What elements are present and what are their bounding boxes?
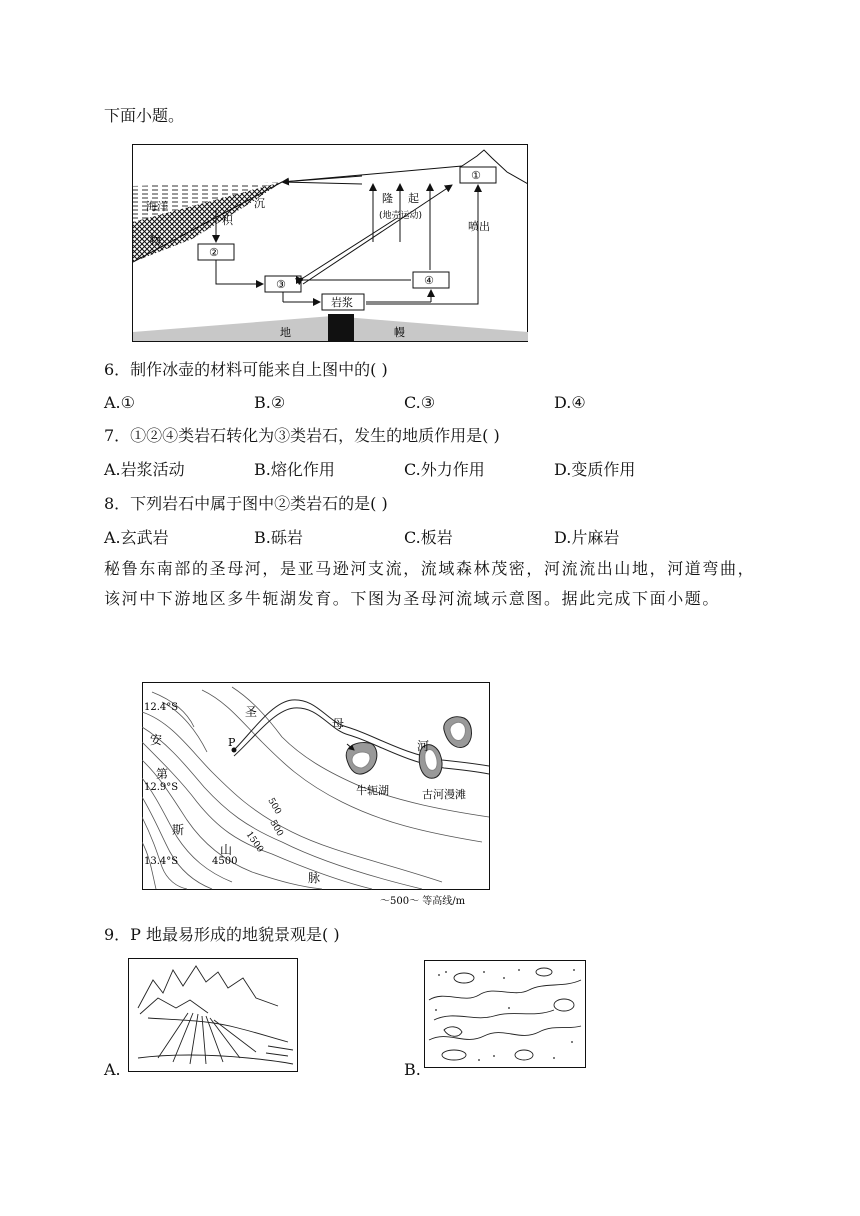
- q7-option-c[interactable]: C.外力作用: [404, 460, 485, 479]
- magma-label: 岩浆: [331, 296, 353, 309]
- oxbow-lake-label: 牛轭湖: [356, 784, 389, 797]
- contour-500-label-b: 500: [267, 818, 285, 839]
- mantle-label-b: 幔: [394, 326, 405, 339]
- question-7-stem: 7．①②④类岩石转化为③类岩石，发生的地质作用是( ): [104, 426, 500, 445]
- sediment-label-a: 积: [222, 214, 233, 227]
- question-6-stem: 6．制作冰壶的材料可能来自上图中的( ): [104, 360, 388, 379]
- q8-option-d[interactable]: D.片麻岩: [554, 528, 620, 547]
- river-label-b: 母: [332, 717, 345, 731]
- river-label-a: 圣: [245, 705, 258, 719]
- ocean-label: 海洋: [146, 200, 168, 213]
- contour-500-label-a: 500: [265, 796, 283, 817]
- range-label-e: 脉: [308, 871, 321, 885]
- question-9-stem: 9．P 地最易形成的地貌景观是( ): [104, 925, 340, 944]
- q9-option-b-image[interactable]: [424, 960, 586, 1068]
- range-label-d: 山: [220, 843, 233, 857]
- range-label-c: 斯: [172, 823, 185, 837]
- q9-option-a-image[interactable]: [128, 958, 298, 1072]
- question-8-stem: 8．下列岩石中属于图中②类岩石的是( ): [104, 494, 388, 513]
- latitude-label-3: 13.4°S: [144, 856, 179, 867]
- q6-option-c[interactable]: C.③: [404, 393, 436, 412]
- uplift-label-a: 隆: [382, 192, 393, 205]
- q7-option-d[interactable]: D.变质作用: [554, 460, 636, 479]
- box-4-label: ④: [424, 274, 434, 287]
- q8-option-a[interactable]: A.玄武岩: [104, 528, 169, 547]
- contour-1500-label: 1500: [243, 829, 265, 855]
- box-3-label: ③: [276, 278, 286, 291]
- q9-option-a-label[interactable]: A.: [104, 1060, 121, 1079]
- q8-option-c[interactable]: C.板岩: [404, 528, 453, 547]
- uplift-label-b: 起: [408, 192, 419, 205]
- map-legend: ～500～ 等高线/m: [380, 896, 466, 907]
- range-label-b: 第: [156, 767, 169, 781]
- rock-cycle-figure: [132, 144, 528, 342]
- q7-option-b[interactable]: B.熔化作用: [254, 460, 335, 479]
- q9-option-b-label[interactable]: B.: [404, 1060, 421, 1079]
- box-1-label: ①: [471, 169, 481, 182]
- old-floodplain-label: 古河漫滩: [422, 788, 466, 801]
- range-label-a: 安: [150, 733, 163, 747]
- box-2-label: ②: [209, 246, 219, 259]
- eruption-label: 喷出: [468, 220, 490, 233]
- contour-4500-label: 4500: [212, 856, 238, 867]
- uplift-note: (地壳运动): [379, 211, 423, 221]
- q6-option-d[interactable]: D.④: [554, 393, 586, 412]
- q7-option-a[interactable]: A.岩浆活动: [104, 460, 185, 479]
- latitude-label-1: 12.4°S: [144, 702, 179, 713]
- passage-2: 秘鲁东南部的圣母河，是亚马逊河支流，流域森林茂密，河流流出山地，河道弯曲，该河中下游地区多牛轭湖发育。下图为圣母河流域示意图。据此完成下面小题。: [104, 559, 756, 608]
- mantle-label-a: 地: [280, 326, 291, 339]
- point-p-label: P: [228, 736, 236, 749]
- sediment-label-c: 物: [150, 234, 161, 247]
- q6-option-a[interactable]: A.①: [104, 393, 135, 412]
- river-basin-map: [142, 682, 492, 908]
- q6-option-b[interactable]: B.②: [254, 393, 286, 412]
- intro-tail: 下面小题。: [104, 106, 185, 125]
- sediment-label-b: 沉: [254, 197, 265, 210]
- latitude-label-2: 12.9°S: [144, 782, 179, 793]
- q8-option-b[interactable]: B.砾岩: [254, 528, 303, 547]
- river-label-c: 河: [417, 739, 430, 753]
